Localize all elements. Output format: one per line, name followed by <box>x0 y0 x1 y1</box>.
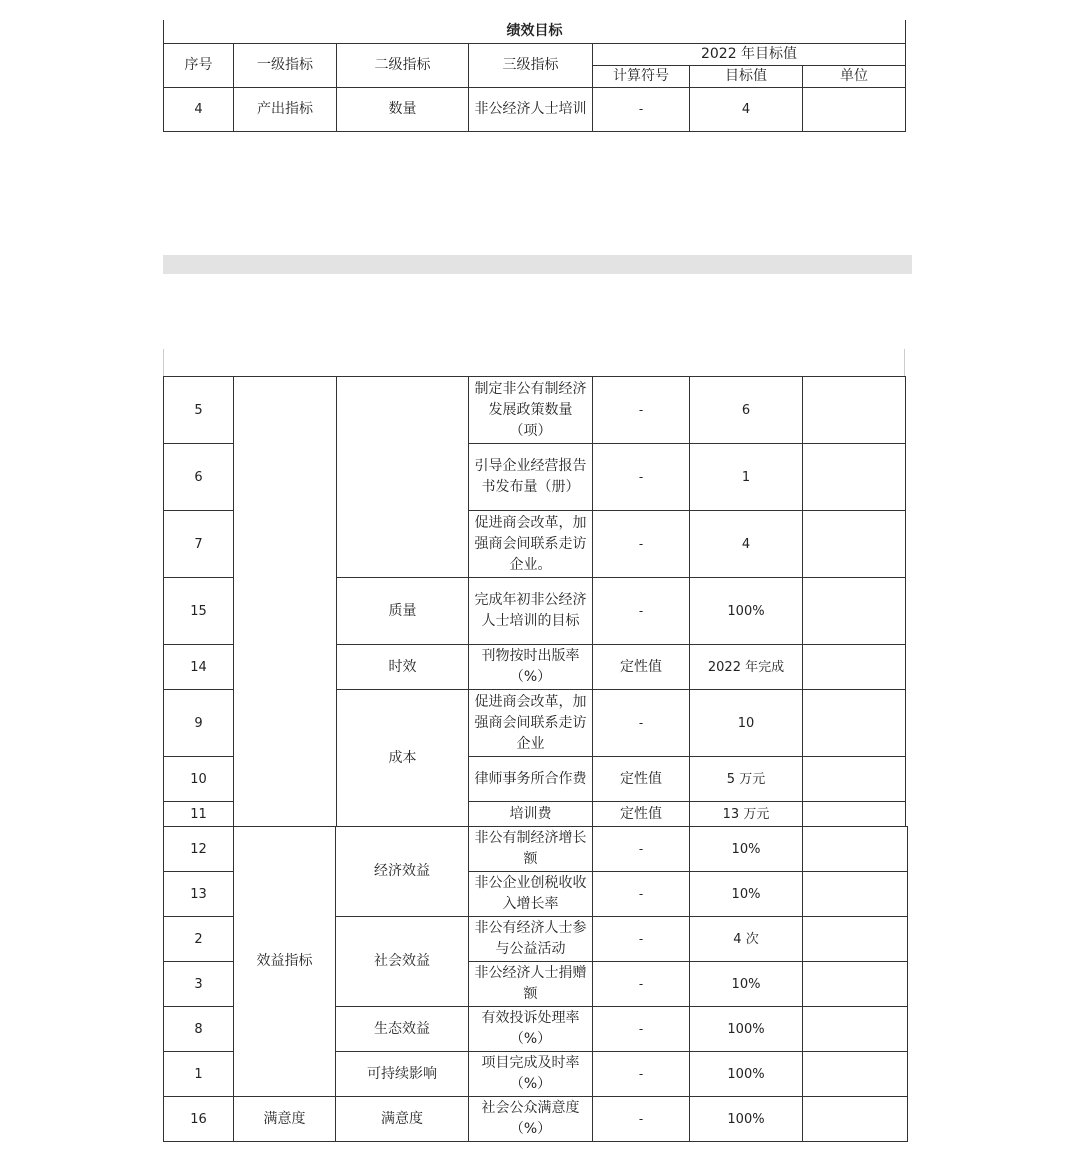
cell-level1-empty <box>234 377 337 827</box>
cell-level3: 非公有制经济增长额 <box>469 827 593 872</box>
cell-value: 4 <box>690 511 803 578</box>
cell-seq: 11 <box>164 802 234 827</box>
cell-unit <box>803 1007 908 1052</box>
header-seq: 序号 <box>164 43 234 87</box>
cell-symbol: - <box>593 444 690 511</box>
cell-symbol: - <box>593 962 690 1007</box>
cell-unit <box>803 757 906 802</box>
cell-unit <box>803 511 906 578</box>
cell-value: 10% <box>690 827 803 872</box>
cell-symbol: - <box>593 1007 690 1052</box>
cell-value: 5 万元 <box>690 757 803 802</box>
cell-seq: 7 <box>164 511 234 578</box>
cell-symbol: 定性值 <box>593 757 690 802</box>
cell-value: 2022 年完成 <box>690 645 803 690</box>
cell-unit <box>803 872 908 917</box>
cell-value: 100% <box>690 1007 803 1052</box>
cell-symbol: - <box>593 377 690 444</box>
cell-seq: 5 <box>164 377 234 444</box>
cell-symbol: - <box>593 578 690 645</box>
cell-seq: 1 <box>164 1052 234 1097</box>
header-level2: 二级指标 <box>337 43 469 87</box>
cell-level3: 培训费 <box>469 802 593 827</box>
cell-symbol: 定性值 <box>593 645 690 690</box>
cell-unit <box>803 444 906 511</box>
cell-unit <box>803 1097 908 1142</box>
cell-level3: 非公企业创税收收入增长率 <box>469 872 593 917</box>
cell-level2: 满意度 <box>336 1097 469 1142</box>
header-target-group: 2022 年目标值 <box>593 43 906 65</box>
cell-unit <box>803 578 906 645</box>
cell-level3: 完成年初非公经济人士培训的目标 <box>469 578 593 645</box>
page-separator <box>163 255 912 274</box>
cell-value: 13 万元 <box>690 802 803 827</box>
cell-level2: 生态效益 <box>336 1007 469 1052</box>
cell-level2: 成本 <box>337 690 469 827</box>
table-row <box>164 1097 908 1142</box>
cell-symbol: - <box>593 1052 690 1097</box>
cell-unit <box>803 802 906 827</box>
cell-unit <box>803 917 908 962</box>
cell-level3: 引导企业经营报告书发布量（册） <box>469 444 593 511</box>
cell-symbol: - <box>593 917 690 962</box>
cell-seq: 9 <box>164 690 234 757</box>
cell-level2-empty <box>337 377 469 578</box>
performance-table-header <box>163 20 906 132</box>
cell-level3: 非公经济人士捐赠额 <box>469 962 593 1007</box>
cell-value: 4 <box>690 87 803 131</box>
cell-value: 10% <box>690 872 803 917</box>
cell-unit <box>803 645 906 690</box>
cell-value: 6 <box>690 377 803 444</box>
cell-symbol: - <box>593 87 690 131</box>
header-symbol: 计算符号 <box>593 65 690 87</box>
cell-seq: 15 <box>164 578 234 645</box>
cell-seq: 4 <box>164 87 234 131</box>
table-title: 绩效目标 <box>164 20 906 43</box>
cell-seq: 16 <box>164 1097 234 1142</box>
cell-level3: 非公有经济人士参与公益活动 <box>469 917 593 962</box>
cell-level3: 非公经济人士培训 <box>469 87 593 131</box>
cell-level1: 产出指标 <box>234 87 337 131</box>
cell-level3: 项目完成及时率（%） <box>469 1052 593 1097</box>
cell-seq: 14 <box>164 645 234 690</box>
cell-value: 100% <box>690 1097 803 1142</box>
cell-level3: 律师事务所合作费 <box>469 757 593 802</box>
cell-level3: 促进商会改革，加强商会间联系走访企业 <box>469 690 593 757</box>
cell-value: 100% <box>690 1052 803 1097</box>
cell-seq: 3 <box>164 962 234 1007</box>
header-level3: 三级指标 <box>469 43 593 87</box>
cell-level1: 效益指标 <box>234 827 336 1097</box>
cell-value: 10 <box>690 690 803 757</box>
cell-unit <box>803 962 908 1007</box>
cell-level2: 数量 <box>337 87 469 131</box>
cell-symbol: - <box>593 827 690 872</box>
cell-value: 100% <box>690 578 803 645</box>
cell-level3: 刊物按时出版率（%） <box>469 645 593 690</box>
cell-level3: 促进商会改革，加强商会间联系走访企业。 <box>469 511 593 578</box>
cell-level2: 时效 <box>337 645 469 690</box>
cell-symbol: - <box>593 1097 690 1142</box>
cell-value: 4 次 <box>690 917 803 962</box>
cell-value: 10% <box>690 962 803 1007</box>
cell-level2: 社会效益 <box>336 917 469 1007</box>
cell-symbol: - <box>593 690 690 757</box>
cell-level3: 有效投诉处理率（%） <box>469 1007 593 1052</box>
cell-seq: 2 <box>164 917 234 962</box>
cell-seq: 8 <box>164 1007 234 1052</box>
table-row <box>164 827 908 872</box>
cell-symbol: 定性值 <box>593 802 690 827</box>
cell-value: 1 <box>690 444 803 511</box>
header-level1: 一级指标 <box>234 43 337 87</box>
cell-seq: 10 <box>164 757 234 802</box>
cell-level2: 可持续影响 <box>336 1052 469 1097</box>
cell-unit <box>803 377 906 444</box>
cell-unit <box>803 1052 908 1097</box>
header-unit: 单位 <box>803 65 906 87</box>
header-value: 目标值 <box>690 65 803 87</box>
cell-level2: 质量 <box>337 578 469 645</box>
cell-symbol: - <box>593 511 690 578</box>
cell-level1: 满意度 <box>234 1097 336 1142</box>
cell-seq: 13 <box>164 872 234 917</box>
cell-unit <box>803 87 906 131</box>
cell-level2: 经济效益 <box>336 827 469 917</box>
cell-unit <box>803 827 908 872</box>
table-row <box>164 377 906 444</box>
page-top-margin <box>163 349 905 376</box>
cell-level3: 社会公众满意度（%） <box>469 1097 593 1142</box>
cell-seq: 6 <box>164 444 234 511</box>
cell-symbol: - <box>593 872 690 917</box>
cell-level3: 制定非公有制经济发展政策数量（项） <box>469 377 593 444</box>
cell-unit <box>803 690 906 757</box>
cell-seq: 12 <box>164 827 234 872</box>
performance-table-benefit <box>163 826 908 1142</box>
performance-table-output <box>163 376 906 827</box>
